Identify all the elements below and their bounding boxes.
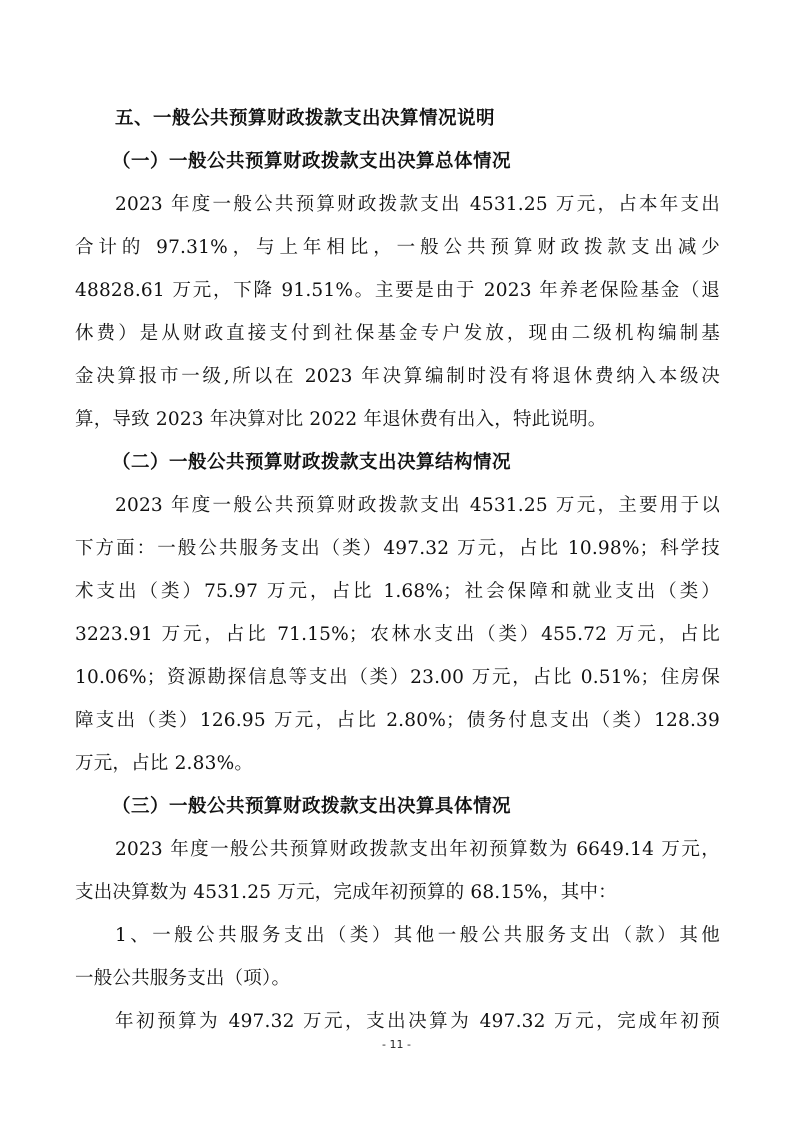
paragraph-line: 48828.61 万元，下降 91.51%。主要是由于 2023 年养老保险基金（退 bbox=[75, 280, 720, 301]
paragraph-line: 障支出（类）126.95 万元，占比 2.80%；债务付息支出（类）128.39 bbox=[75, 710, 720, 731]
paragraph-line: 合计的 97.31%，与上年相比，一般公共预算财政拨款支出减少 bbox=[75, 237, 720, 258]
paragraph-line: 2023 年度一般公共预算财政拨款支出 4531.25 万元，占本年支出 bbox=[115, 194, 720, 215]
paragraph-line: 2023 年度一般公共预算财政拨款支出 4531.25 万元，主要用于以 bbox=[115, 495, 720, 516]
paragraph-line: 术支出（类）75.97 万元，占比 1.68%；社会保障和就业支出（类） bbox=[75, 581, 720, 602]
paragraph-line: 年初预算为 497.32 万元，支出决算为 497.32 万元，完成年初预 bbox=[115, 1011, 720, 1032]
paragraph-line: 2023 年度一般公共预算财政拨款支出年初预算数为 6649.14 万元， bbox=[115, 839, 720, 860]
sub1-title: （一）一般公共预算财政拨款支出决算总体情况 bbox=[112, 151, 512, 172]
paragraph-line: 下方面：一般公共服务支出（类）497.32 万元，占比 10.98%；科学技 bbox=[75, 538, 720, 559]
paragraph-line: 一般公共服务支出（项）。 bbox=[75, 968, 291, 989]
paragraph-line: 10.06%；资源勘探信息等支出（类）23.00 万元，占比 0.51%；住房保 bbox=[75, 667, 720, 688]
sub3-title: （三）一般公共预算财政拨款支出决算具体情况 bbox=[112, 796, 512, 817]
sub2-title: （二）一般公共预算财政拨款支出决算结构情况 bbox=[112, 452, 512, 473]
paragraph-line: 休费）是从财政直接支付到社保基金专户发放，现由二级机构编制基 bbox=[75, 323, 720, 344]
paragraph-line: 支出决算数为 4531.25 万元，完成年初预算的 68.15%，其中： bbox=[75, 882, 617, 903]
paragraph-line: 1、一般公共服务支出（类）其他一般公共服务支出（款）其他 bbox=[115, 925, 720, 946]
section-title: 五、一般公共预算财政拨款支出决算情况说明 bbox=[115, 108, 496, 129]
paragraph-line: 金决算报市一级,所以在 2023 年决算编制时没有将退休费纳入本级决 bbox=[75, 366, 720, 387]
paragraph-line: 3223.91 万元，占比 71.15%；农林水支出（类）455.72 万元，占比 bbox=[75, 624, 720, 645]
page-number: - 11 - bbox=[382, 1038, 411, 1051]
paragraph-line: 算，导致 2023 年决算对比 2022 年退休费有出入，特此说明。 bbox=[75, 409, 607, 430]
paragraph-line: 万元，占比 2.83%。 bbox=[75, 753, 254, 774]
